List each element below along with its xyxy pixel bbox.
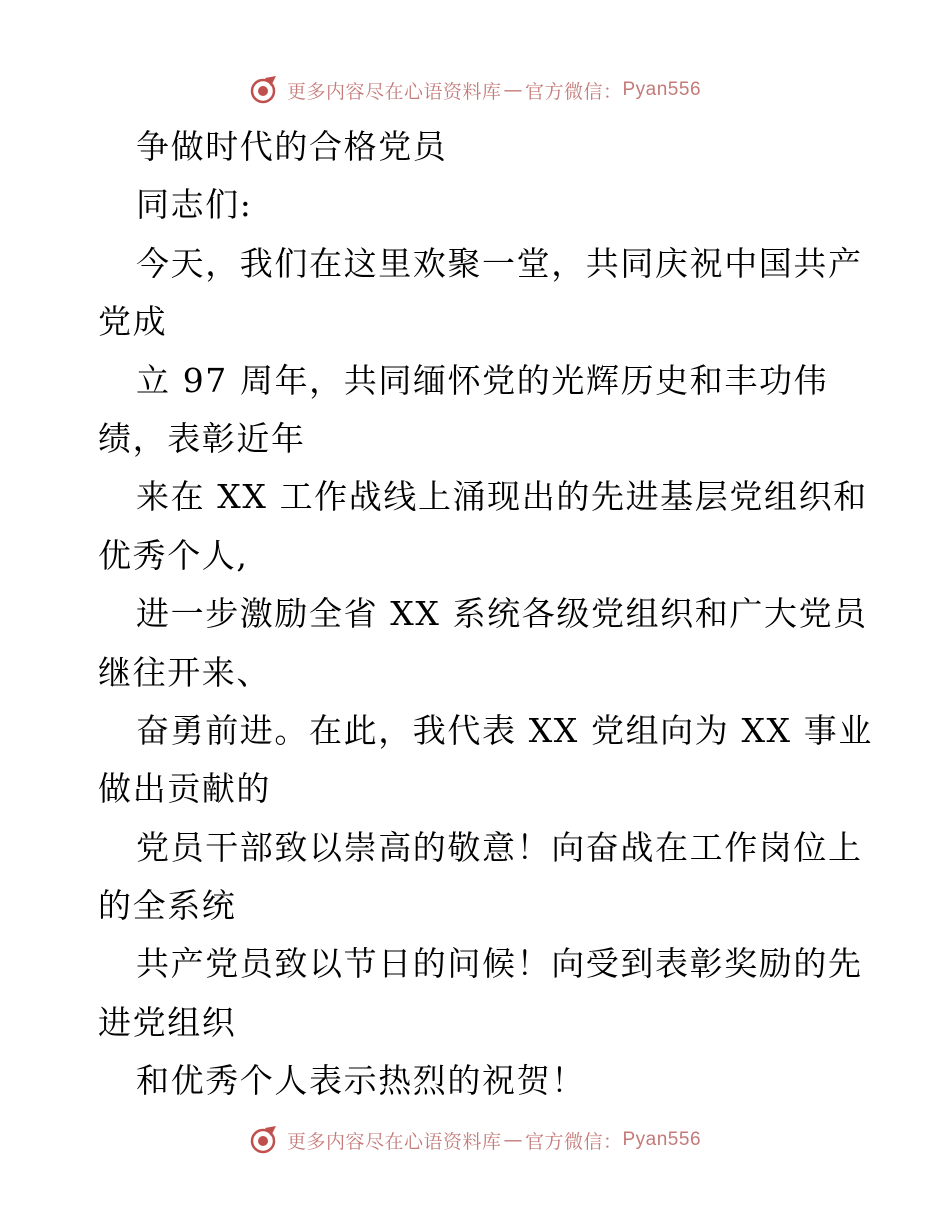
body-line: 来在 XX 工作战线上涌现出的先进基层党组织和 [136,477,868,517]
watermark-wechat-label: 官方微信： [524,1130,623,1153]
watermark-wechat-id: Pyan556 [622,79,702,100]
body-line: 进一步激励全省 XX 系统各级党组织和广大党员 [136,594,868,634]
body-line: 优秀个人, [98,535,249,575]
watermark-text: 更多内容尽在心语资料库 [286,80,502,103]
watermark-wechat-id: Pyan556 [622,1129,702,1150]
watermark-wechat-label: 官方微信： [524,80,623,103]
document-title: 争做时代的合格党员 [136,127,448,166]
body-line: 的全系统 [98,886,237,926]
body-line: 今天，我们在这里欢聚一堂，共同庆祝中国共产 [136,243,863,283]
body-line: 和优秀个人表示热烈的祝贺！ [136,1061,586,1101]
body-line: 立 97 周年，共同缅怀党的光辉历史和丰功伟 [136,360,829,400]
body-line: 党员干部致以崇高的敬意！向奋战在工作岗位上 [136,827,863,867]
body-line: 进党组织 [98,1002,237,1042]
watermark-separator: — [503,1129,523,1151]
brand-logo-icon [249,75,279,105]
salutation: 同志们: [136,185,253,225]
body-line: 党成 [98,302,168,342]
header-watermark [0,70,950,110]
document-body [98,118,873,1111]
body-line: 绩，表彰近年 [98,418,306,458]
body-line: 共产党员致以节日的问候！向受到表彰奖励的先 [136,944,863,984]
body-line: 做出贡献的 [98,769,271,809]
footer-watermark [0,1120,950,1160]
brand-logo-icon [249,1125,279,1155]
watermark-separator: — [503,79,523,101]
body-line: 继往开来、 [98,652,271,692]
paragraph-lines [98,235,873,1111]
body-line: 奋勇前进。在此，我代表 XX 党组向为 XX 事业 [136,710,873,750]
watermark-text: 更多内容尽在心语资料库 [286,1130,502,1153]
